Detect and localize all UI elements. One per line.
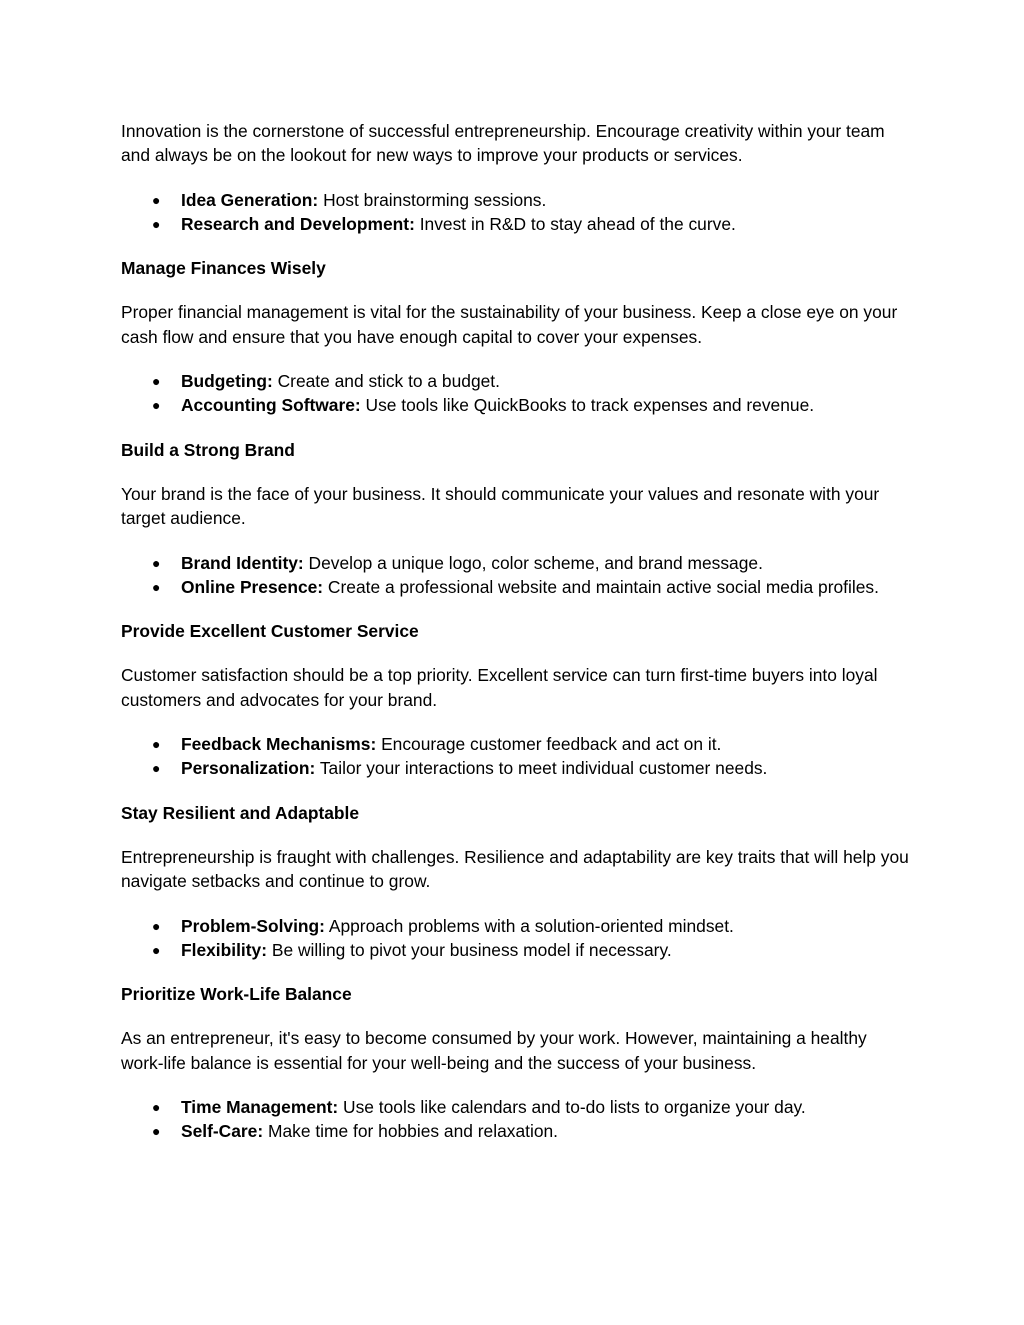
- bullet-term: Budgeting:: [181, 371, 273, 392]
- bullet-icon: ●: [152, 397, 161, 414]
- bullet-icon: ●: [152, 215, 161, 232]
- list-item: [121, 1119, 911, 1143]
- bullet-term: Accounting Software:: [181, 395, 361, 416]
- bullet-text: Invest in R&D to stay ahead of the curve.: [414, 213, 736, 234]
- bullet-text: Approach problems with a solution-oriented mindset.: [324, 915, 734, 936]
- bullet-text: Develop a unique logo, color scheme, and brand message.: [303, 552, 763, 573]
- bullet-term: Time Management:: [181, 1097, 339, 1118]
- section-bullet-list: [121, 914, 911, 963]
- bullet-term: Online Presence:: [181, 576, 324, 597]
- bullet-term: Flexibility:: [181, 939, 268, 960]
- bullet-term: Research and Development:: [181, 213, 415, 234]
- bullet-text: Make time for hobbies and relaxation.: [263, 1121, 558, 1142]
- intro-paragraph: Innovation is the cornerstone of successful entrepreneurship. Encourage creativity within your team and always be on the lookout for new ways to improve your products or services.: [121, 121, 885, 166]
- section-heading: Manage Finances Wisely: [121, 258, 326, 279]
- bullet-text: Create a professional website and maintain active social media profiles.: [323, 576, 879, 597]
- bullet-term: Self-Care:: [181, 1121, 264, 1142]
- list-item: [121, 575, 911, 599]
- bullet-icon: ●: [152, 578, 161, 595]
- bullet-text: Encourage customer feedback and act on it.: [376, 734, 722, 755]
- section-heading: Prioritize Work-Life Balance: [121, 984, 352, 1005]
- list-item: [121, 551, 911, 575]
- list-item: [121, 938, 911, 962]
- bullet-icon: ●: [152, 1099, 161, 1116]
- list-item: [121, 212, 911, 236]
- bullet-icon: ●: [152, 736, 161, 753]
- bullet-text: Use tools like QuickBooks to track expenses and revenue.: [360, 395, 815, 416]
- section-heading: Stay Resilient and Adaptable: [121, 802, 360, 823]
- section-bullet-list: [121, 1095, 911, 1144]
- list-item: [121, 1095, 911, 1119]
- bullet-text: Host brainstorming sessions.: [318, 189, 547, 210]
- bullet-icon: ●: [152, 760, 161, 777]
- bullet-text: Use tools like calendars and to-do lists to organize your day.: [338, 1097, 806, 1118]
- bullet-icon: ●: [152, 191, 161, 208]
- bullet-term: Feedback Mechanisms:: [181, 734, 377, 755]
- bullet-icon: ●: [152, 373, 161, 390]
- section-bullet-list: [121, 551, 911, 600]
- bullet-text: Tailor your interactions to meet individual customer needs.: [315, 758, 768, 779]
- bullet-term: Problem-Solving:: [181, 915, 325, 936]
- bullet-icon: ●: [152, 1123, 161, 1140]
- bullet-term: Idea Generation:: [181, 189, 319, 210]
- list-item: [121, 369, 911, 393]
- section-paragraph: Proper financial management is vital for the sustainability of your business. Keep a close eye on your cash flow and ensure that you have enough capital to cover your expenses.: [121, 302, 898, 347]
- list-item: [121, 393, 911, 417]
- section-paragraph: Customer satisfaction should be a top priority. Excellent service can turn first-time buyers into loyal customers and advocates for your brand.: [121, 665, 878, 710]
- section-bullet-list: [121, 369, 911, 418]
- bullet-term: Personalization:: [181, 758, 316, 779]
- list-item: [121, 914, 911, 938]
- list-item: [121, 732, 911, 756]
- list-item: [121, 188, 911, 212]
- bullet-icon: ●: [152, 917, 161, 934]
- section-paragraph: As an entrepreneur, it's easy to become consumed by your work. However, maintaining a healthy work-life balance is essential for your well-being and the success of your business.: [121, 1028, 867, 1073]
- bullet-icon: ●: [152, 554, 161, 571]
- bullet-text: Create and stick to a budget.: [272, 371, 500, 392]
- intro-bullet-list: [121, 188, 911, 237]
- section-heading: Provide Excellent Customer Service: [121, 621, 419, 642]
- list-item: [121, 756, 911, 780]
- section-heading: Build a Strong Brand: [121, 439, 295, 460]
- bullet-icon: ●: [152, 941, 161, 958]
- section-bullet-list: [121, 732, 911, 781]
- bullet-term: Brand Identity:: [181, 552, 304, 573]
- section-paragraph: Your brand is the face of your business. It should communicate your values and resonate with your target audience.: [121, 483, 880, 529]
- bullet-text: Be willing to pivot your business model if necessary.: [267, 939, 672, 960]
- section-paragraph: Entrepreneurship is fraught with challenges. Resilience and adaptability are key traits that will help you navigate setbacks and continue to grow.: [121, 846, 909, 892]
- document-page: [121, 119, 911, 1164]
